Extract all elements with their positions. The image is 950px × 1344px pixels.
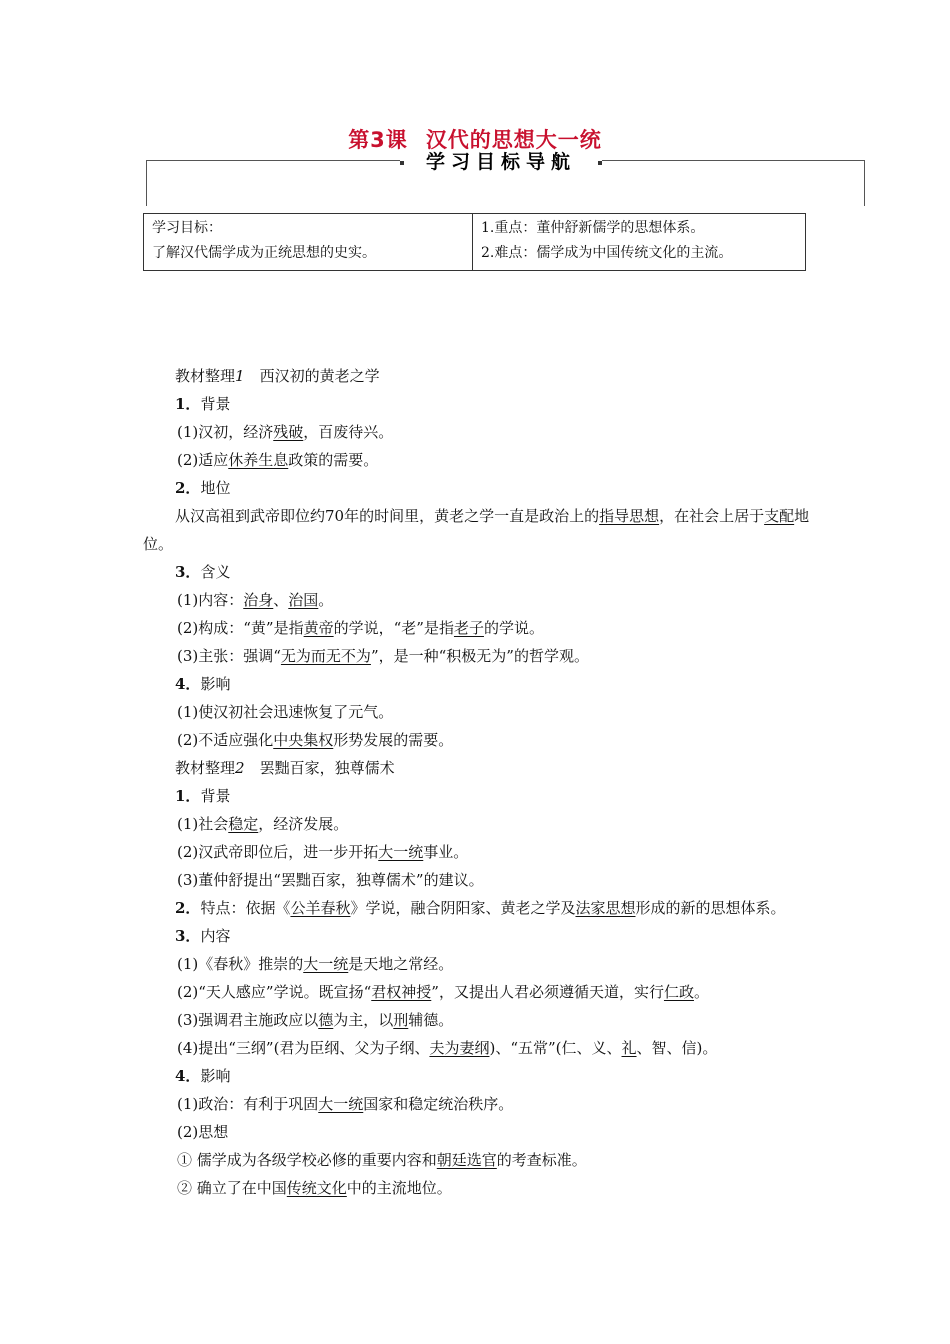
text: 为主，以 — [333, 1011, 394, 1029]
subheading-title: 背景 — [200, 395, 231, 413]
subheading-title: 内容 — [200, 927, 231, 945]
text: ”，是一种“积极无为”的哲学观。 — [370, 647, 589, 665]
text: (2)构成：“黄”是指 — [177, 619, 304, 637]
section-heading — [143, 362, 813, 390]
paragraph — [143, 894, 813, 922]
keypoints-cell — [473, 214, 806, 271]
subheading — [143, 390, 813, 418]
text: (2)汉武帝即位后，进一步开拓 — [177, 843, 379, 861]
text: 从汉高祖到武帝即位约70年的时间里，黄老之学一直是政治上的 — [175, 507, 600, 525]
text-line: (2)思想 — [177, 1123, 229, 1141]
heading-title: 西汉初的黄老之学 — [259, 367, 380, 385]
text: 、智、信)。 — [636, 1039, 718, 1057]
blank-answer: 法家思想 — [575, 899, 636, 917]
text-line — [143, 1034, 813, 1062]
text-line — [143, 810, 813, 838]
subheading-number: 2． — [175, 899, 201, 917]
text: 形势发展的需要。 — [333, 731, 454, 749]
subheading-number: 2． — [175, 479, 201, 497]
text: 是天地之常经。 — [348, 955, 454, 973]
paragraph — [143, 502, 813, 558]
text: (1)汉初，经济 — [177, 423, 274, 441]
learning-goals-table — [143, 213, 806, 271]
text-line — [143, 950, 813, 978]
blank-answer: 仁政 — [663, 983, 694, 1001]
text: 事业。 — [423, 843, 469, 861]
heading-number: 2 — [235, 759, 245, 777]
text: ，经济发展。 — [258, 815, 349, 833]
blank-answer: 无为而无不为 — [280, 647, 371, 665]
section-banner — [0, 150, 950, 210]
blank-answer: 支配 — [764, 507, 795, 525]
blank-answer: 大一统 — [303, 955, 349, 973]
blank-answer: 传统文化 — [286, 1179, 347, 1197]
text-line — [143, 1146, 813, 1174]
text-line — [143, 642, 813, 670]
text: (1)《春秋》推崇的 — [177, 955, 304, 973]
subheading — [143, 922, 813, 950]
text: ，百废待兴。 — [303, 423, 394, 441]
blank-answer: 德 — [318, 1011, 334, 1029]
text: (3)强调君主施政应以 — [177, 1011, 319, 1029]
text-line — [143, 614, 813, 642]
banner-bracket-right — [864, 160, 865, 206]
blank-answer: 大一统 — [318, 1095, 364, 1113]
text: (1)社会 — [177, 815, 229, 833]
goals-label: 学习目标： — [152, 220, 222, 236]
subheading-number: 4． — [175, 675, 201, 693]
blank-answer: 休养生息 — [228, 451, 289, 469]
text: (2)不适应强化 — [177, 731, 274, 749]
text-line: (3)董仲舒提出“罢黜百家，独尊儒术”的建议。 — [177, 871, 484, 889]
text: (1)政治：有利于巩固 — [177, 1095, 319, 1113]
subheading-title: 含义 — [200, 563, 231, 581]
subheading — [143, 474, 813, 502]
subheading-number: 1． — [175, 395, 201, 413]
heading-prefix: 教材整理 — [175, 367, 236, 385]
subheading — [143, 670, 813, 698]
heading-title: 罢黜百家，独尊儒术 — [259, 759, 395, 777]
blank-answer: 指导思想 — [599, 507, 660, 525]
text: 政策的需要。 — [288, 451, 379, 469]
subheading-number: 3． — [175, 563, 201, 581]
text: (2)适应 — [177, 451, 229, 469]
goals-text: 了解汉代儒学成为正统思想的史实。 — [152, 245, 376, 261]
text: ② 确立了在中国 — [177, 1179, 287, 1197]
text: ① 儒学成为各级学校必修的重要内容和 — [177, 1151, 437, 1169]
banner-rule-left — [146, 160, 400, 161]
blank-answer: 公羊春秋 — [290, 899, 351, 917]
banner-rule-right — [602, 160, 864, 161]
blank-answer: 黄帝 — [303, 619, 334, 637]
text: (3)主张：强调“ — [177, 647, 281, 665]
lesson-title: 汉代的思想大一统 — [425, 128, 602, 152]
blank-answer: 君权神授 — [371, 983, 432, 1001]
banner-bracket-left — [146, 160, 147, 206]
text-line — [143, 978, 813, 1006]
text: 、 — [273, 591, 289, 609]
text: ，在社会上居于 — [659, 507, 765, 525]
heading-prefix: 教材整理 — [175, 759, 236, 777]
blank-answer: 稳定 — [228, 815, 259, 833]
text-line — [143, 586, 813, 614]
text: (4)提出“三纲”(君为臣纲、父为子纲、 — [177, 1039, 430, 1057]
text: 的考查标准。 — [496, 1151, 587, 1169]
text-line — [143, 418, 813, 446]
text: 》学说，融合阴阳家、黄老之学及 — [350, 899, 576, 917]
banner-label: 学习目标导航 — [400, 150, 602, 174]
difficulty-point: 2.难点：儒学成为中国传统文化的主流。 — [481, 245, 733, 261]
subheading-title: 影响 — [200, 675, 231, 693]
subheading-number: 4． — [175, 1067, 201, 1085]
blank-answer: 治身 — [243, 591, 274, 609]
blank-answer: 中央集权 — [273, 731, 334, 749]
blank-answer: 大一统 — [378, 843, 424, 861]
text-line — [143, 1174, 813, 1202]
key-point: 1.重点：董仲舒新儒学的思想体系。 — [481, 220, 705, 236]
text: 。 — [318, 591, 334, 609]
subheading — [143, 782, 813, 810]
subheading-number: 1． — [175, 787, 201, 805]
text-line: (1)使汉初社会迅速恢复了元气。 — [177, 703, 394, 721]
blank-answer: 朝廷选官 — [436, 1151, 497, 1169]
blank-answer: 治国 — [288, 591, 319, 609]
text-line — [143, 446, 813, 474]
text: 。 — [693, 983, 709, 1001]
text: 辅德。 — [408, 1011, 454, 1029]
subheading-title: 背景 — [200, 787, 231, 805]
blank-answer: 老子 — [453, 619, 484, 637]
blank-answer: 刑 — [393, 1011, 409, 1029]
section-heading — [143, 754, 813, 782]
blank-answer: 残破 — [273, 423, 304, 441]
text: 的学说。 — [483, 619, 544, 637]
blank-answer: 夫为妻纲 — [429, 1039, 490, 1057]
text: 地位。 — [143, 507, 810, 553]
text-line — [143, 726, 813, 754]
text: (2)“天人感应”学说。既宣扬“ — [177, 983, 372, 1001]
text: 中的主流地位。 — [346, 1179, 452, 1197]
goals-cell — [144, 214, 473, 271]
heading-number: 1 — [235, 367, 245, 385]
text-line — [143, 1090, 813, 1118]
text: ”，又提出人君必须遵循天道，实行 — [431, 983, 664, 1001]
main-content — [143, 362, 813, 1202]
text: 的学说，“老”是指 — [333, 619, 454, 637]
blank-answer: 礼 — [621, 1039, 637, 1057]
lesson-number: 第3课 — [348, 128, 408, 152]
subheading — [143, 1062, 813, 1090]
text: )、“五常”(仁、义、 — [489, 1039, 622, 1057]
subheading-title: 地位 — [200, 479, 231, 497]
text-line — [143, 1006, 813, 1034]
subheading-number: 3． — [175, 927, 201, 945]
subheading-title: 影响 — [200, 1067, 231, 1085]
text: 国家和稳定统治秩序。 — [363, 1095, 514, 1113]
subheading — [143, 558, 813, 586]
text: 形成的新的思想体系。 — [635, 899, 786, 917]
text: 特点：依据《 — [200, 899, 291, 917]
text-line — [143, 838, 813, 866]
text: (1)内容： — [177, 591, 244, 609]
